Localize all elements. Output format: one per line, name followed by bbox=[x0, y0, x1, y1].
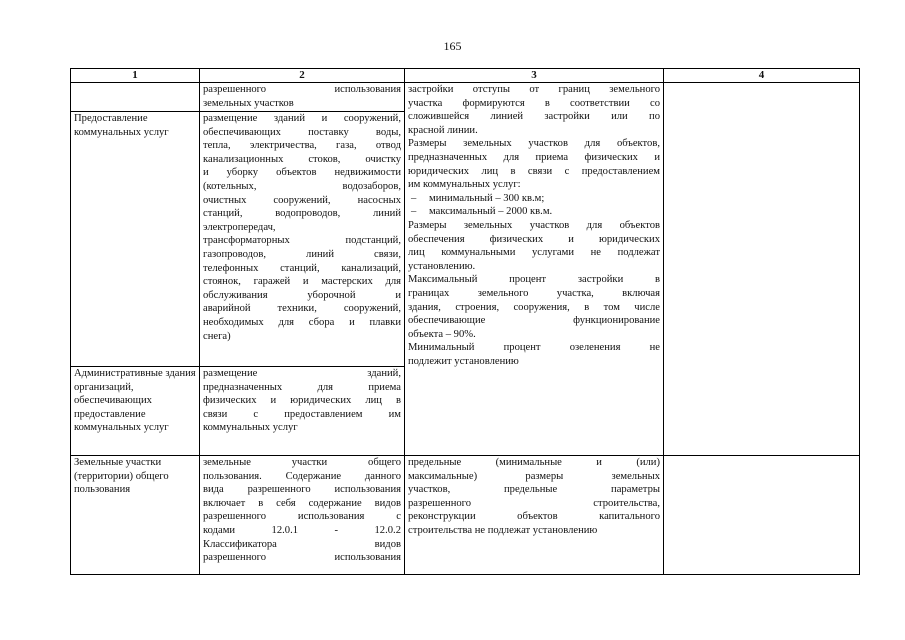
text-line: земельных участков bbox=[203, 97, 294, 109]
text-line: вида разрешенного использования bbox=[203, 484, 401, 496]
text-line: включает в себя содержание видов bbox=[203, 497, 401, 509]
text-line: трансформаторных подстанций, bbox=[203, 235, 401, 247]
text-line: пользования. Содержание данного bbox=[203, 470, 401, 482]
cell-col-2 bbox=[200, 367, 405, 456]
text-line: им коммунальных услуг: bbox=[408, 179, 521, 191]
cell-col-2 bbox=[200, 456, 405, 575]
text-line: лиц коммунальными услугами не подлежат bbox=[408, 247, 660, 259]
text-line: очистных сооружений, насосных bbox=[203, 194, 401, 206]
cell-col-1: Административные здания организаций, обеспечивающих предоставление коммунальных услуг bbox=[71, 367, 200, 456]
text-line: границах земельного участка, включая bbox=[408, 287, 660, 299]
table-header-row bbox=[71, 69, 860, 83]
text-line: Классификатора видов bbox=[203, 538, 401, 550]
header-col-2: 2 bbox=[200, 69, 405, 83]
header-col-1: 1 bbox=[71, 69, 200, 83]
text-line: связи с предоставлением им bbox=[203, 408, 401, 420]
text-line: и уборку объектов недвижимости bbox=[203, 167, 401, 179]
header-col-4: 4 bbox=[664, 69, 860, 83]
text-line: обслуживания уборочной и bbox=[203, 289, 401, 301]
text-line: обеспечивающие функционирование bbox=[408, 315, 660, 327]
text-line: коммунальных услуг bbox=[203, 422, 298, 434]
text-line: стоянок, гаражей и мастерских для bbox=[203, 276, 401, 288]
text-line: Размеры земельных участков для объектов, bbox=[408, 138, 660, 150]
text-line: разрешенного использования bbox=[203, 84, 401, 95]
text-line: размещение зданий и сооружений, bbox=[203, 113, 401, 124]
cell-col-1: Земельные участки (территории) общего пользования bbox=[71, 456, 200, 575]
text-line: объекта – 90%. bbox=[408, 328, 476, 340]
text-line: Размеры земельных участков для объектов bbox=[408, 219, 660, 231]
cell-col-4 bbox=[664, 456, 860, 575]
list-item bbox=[408, 192, 660, 206]
list-item bbox=[408, 205, 660, 219]
text-line: газопроводов, линий связи, bbox=[203, 248, 401, 260]
text-line: предназначенных для приема физических и bbox=[408, 151, 660, 163]
text-line: предназначенных для приема bbox=[203, 381, 401, 393]
text-line: обеспечивающих поставку воды, bbox=[203, 126, 401, 138]
text-line: станций, водопроводов, линий bbox=[203, 208, 401, 220]
page-number: 165 bbox=[443, 39, 462, 53]
dash-bullet: – bbox=[411, 206, 417, 218]
text-line: строительства не подлежат установлению bbox=[408, 524, 598, 536]
text-line: Максимальный процент застройки в bbox=[408, 274, 660, 286]
text-line: Минимальный процент озеленения не bbox=[408, 342, 660, 354]
text-line: сложившейся линией застройки или по bbox=[408, 111, 660, 123]
text-line: электропередач, bbox=[203, 221, 276, 233]
text-line: аварийной техники, сооружений, bbox=[203, 303, 401, 315]
text-line: здания, строения, сооружения, в том числе bbox=[408, 301, 660, 313]
cell-col-1 bbox=[71, 83, 200, 112]
text-line: обеспечения физических и юридических bbox=[408, 233, 660, 245]
text-line: размещение зданий, bbox=[203, 368, 401, 379]
cell-col-3-merged bbox=[405, 83, 664, 456]
text-line: реконструкции объектов капитального bbox=[408, 511, 660, 523]
text-line: разрешенного строительства, bbox=[408, 497, 660, 509]
cell-col-3 bbox=[405, 456, 664, 575]
text-line: канализационных стоков, очистку bbox=[203, 153, 401, 165]
text-line: физических и юридических лиц в bbox=[203, 395, 401, 407]
list-item-text: максимальный – 2000 кв.м. bbox=[429, 206, 553, 218]
text-line: установлению. bbox=[408, 260, 476, 272]
text-line: застройки отступы от границ земельного bbox=[408, 84, 660, 95]
table-row bbox=[71, 83, 860, 112]
text-line: разрешенного использования bbox=[203, 552, 401, 564]
text-line: подлежит установлению bbox=[408, 355, 519, 367]
cell-col-1: Предоставление коммунальных услуг bbox=[71, 112, 200, 367]
regulations-table bbox=[70, 68, 860, 575]
text-line: разрешенного использования с bbox=[203, 511, 401, 523]
text-line: телефонных станций, канализаций, bbox=[203, 262, 401, 274]
text-line: участков, предельные параметры bbox=[408, 484, 660, 496]
text-line: участка формируются в соответствии со bbox=[408, 97, 660, 109]
list-item-text: минимальный – 300 кв.м; bbox=[429, 192, 545, 204]
text-line: земельные участки общего bbox=[203, 457, 401, 468]
text-line: юридических лиц в связи с предоставлением bbox=[408, 165, 660, 177]
text-line: снега) bbox=[203, 330, 231, 342]
cell-col-4-merged bbox=[664, 83, 860, 456]
table-row bbox=[71, 456, 860, 575]
text-line: максимальные) размеры земельных bbox=[408, 470, 660, 482]
cell-col-2 bbox=[200, 112, 405, 367]
dash-bullet: – bbox=[411, 192, 417, 204]
text-line: предельные (минимальные и (или) bbox=[408, 457, 660, 468]
text-line: кодами 12.0.1 - 12.0.2 bbox=[203, 524, 401, 536]
cell-col-2 bbox=[200, 83, 405, 112]
text-line: необходимых для сбора и плавки bbox=[203, 316, 401, 328]
text-line: красной линии. bbox=[408, 124, 478, 136]
text-line: (котельных, водозаборов, bbox=[203, 180, 401, 192]
text-line: тепла, электричества, газа, отвод bbox=[203, 140, 401, 152]
header-col-3: 3 bbox=[405, 69, 664, 83]
